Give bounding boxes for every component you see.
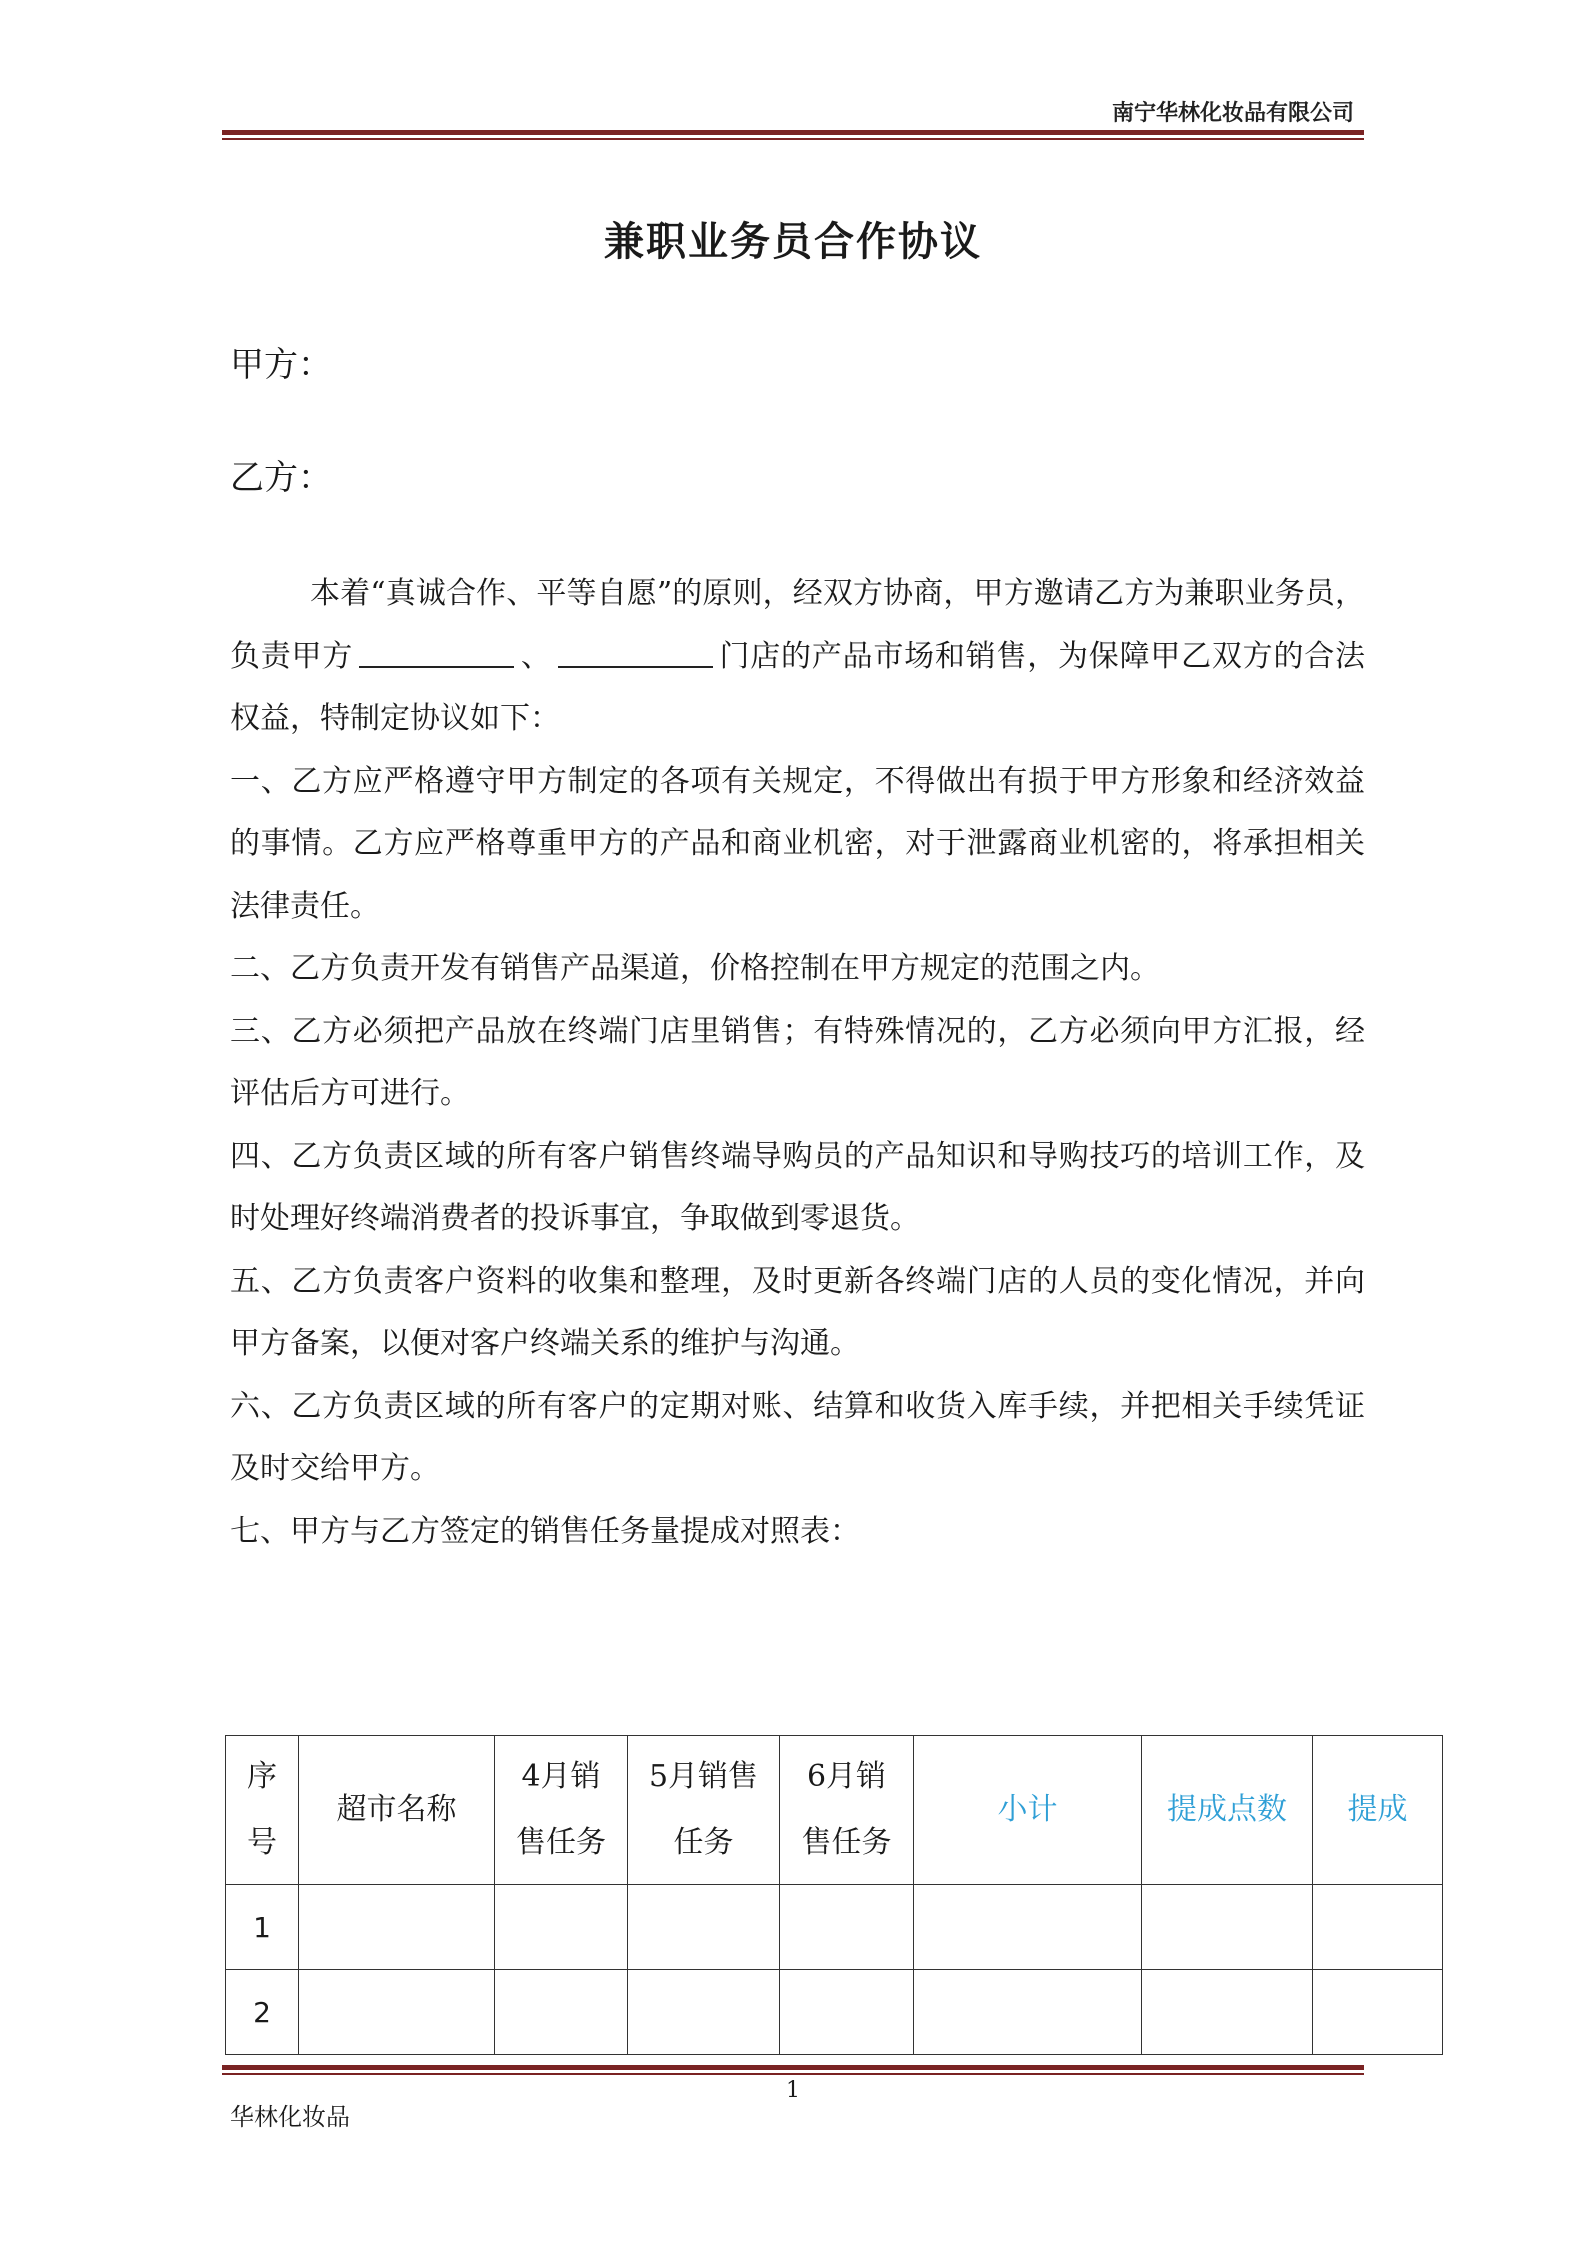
header-rule [222,130,1364,140]
document-title: 兼职业务员合作协议 [604,218,982,265]
clause-1: 一、乙方应严格遵守甲方制定的各项有关规定，不得做出有损于甲方形象和经济效益的事情。乙方应严格尊重甲方的产品和商业机密，对于泄露商业机密的，将承担相关法律责任。 [230,763,1365,924]
clause-7: 七、甲方与乙方签定的销售任务量提成对照表： [230,1513,860,1549]
header-company-name: 南宁华林化妆品有限公司 [1111,100,1354,126]
footer-company-name: 华林化妆品 [230,2103,350,2131]
table-cell: 1 [226,1885,299,1970]
header-cell-subtotal: 小计 [914,1736,1142,1885]
table-cell [299,1885,495,1970]
table-cell [914,1970,1142,2055]
intro-separator: 、 [520,638,552,674]
table-cell [299,1970,495,2055]
clause-4: 四、乙方负责区域的所有客户销售终端导购员的产品知识和导购技巧的培训工作，及时处理好终端消费者的投诉事宜，争取做到零退货。 [230,1138,1365,1236]
header-cell-commission-rate: 提成点数 [1142,1736,1313,1885]
page-number: 1 [786,2078,800,2103]
store-blank-2 [558,636,713,668]
table-cell [1142,1885,1313,1970]
intro-text-2: 门店的产品市场和销售，为保障甲乙双方的合法权益，特制定协议如下： [230,638,1366,736]
footer-rule [222,2065,1364,2075]
clause-5: 五、乙方负责客户资料的收集和整理，及时更新各终端门店的人员的变化情况，并向甲方备案，以便对客户终端关系的维护与沟通。 [230,1263,1365,1361]
party-a-label: 甲方： [230,345,332,385]
clause-6: 六、乙方负责区域的所有客户的定期对账、结算和收货入库手续，并把相关手续凭证及时交给甲方。 [230,1388,1365,1486]
table-cell: 2 [226,1970,299,2055]
party-b-label: 乙方： [230,458,332,498]
table-header-row [226,1736,1443,1885]
sales-task-table [225,1735,1443,2055]
header-cell-april: 4月销售任务 [495,1736,628,1885]
header-cell-may: 5月销售任务 [628,1736,780,1885]
table-cell [780,1970,914,2055]
table-row [226,1885,1443,1970]
clause-2: 二、乙方负责开发有销售产品渠道，价格控制在甲方规定的范围之内。 [230,951,1160,986]
table-cell [914,1885,1142,1970]
table-cell [1142,1970,1313,2055]
header-cell-commission: 提成 [1313,1736,1443,1885]
table-row [226,1970,1443,2055]
table-cell [1313,1885,1443,1970]
table-cell [628,1885,780,1970]
header-cell-index: 序号 [226,1736,299,1885]
table-cell [780,1885,914,1970]
store-blank-1 [359,636,514,668]
table-cell [495,1970,628,2055]
intro-paragraph [230,563,1365,751]
table-cell [1313,1970,1443,2055]
header-cell-june: 6月销售任务 [780,1736,914,1885]
intro-text-1: 本着“真诚合作、平等自愿”的原则，经双方协商，甲方邀请乙方为兼职业务员，负责甲方 [230,576,1365,674]
table-cell [628,1970,780,2055]
clause-3: 三、乙方必须把产品放在终端门店里销售；有特殊情况的，乙方必须向甲方汇报，经评估后方可进行。 [230,1013,1365,1111]
table-cell [495,1885,628,1970]
agreement-body [230,563,1365,1563]
header-cell-store: 超市名称 [299,1736,495,1885]
